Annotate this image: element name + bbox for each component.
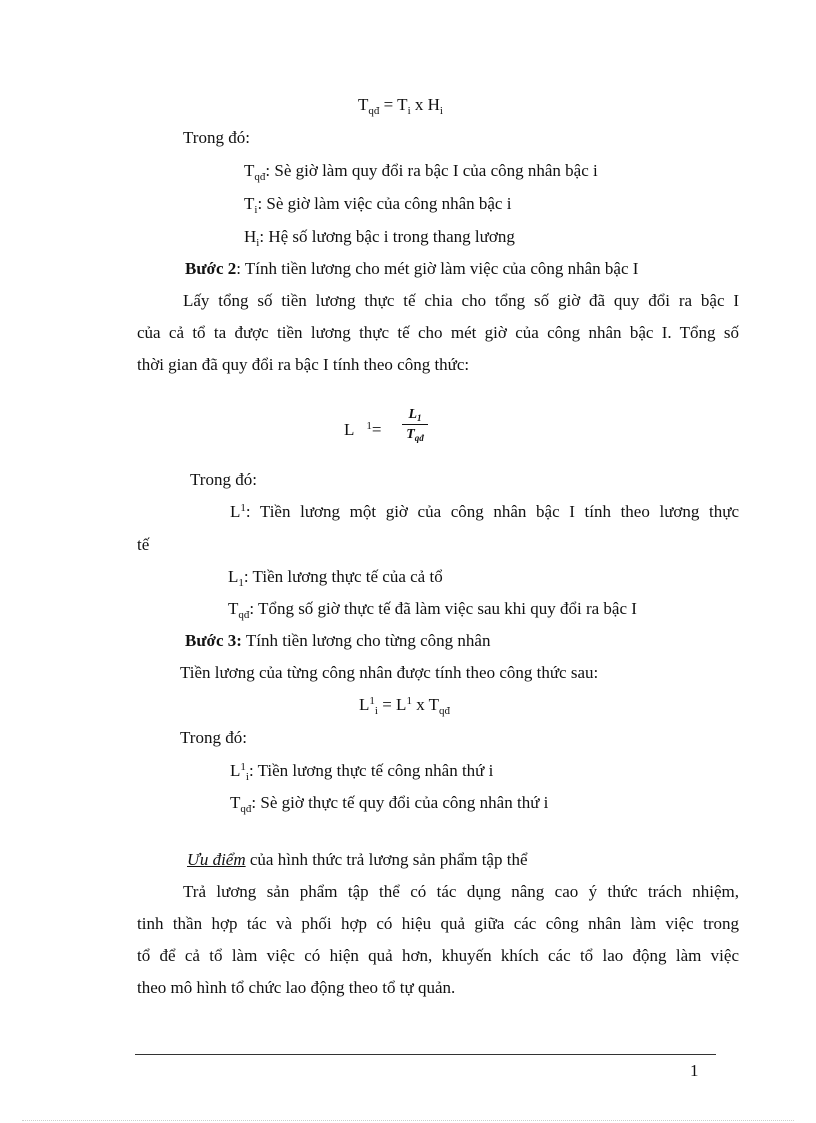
page-edge-divider xyxy=(22,1120,794,1121)
formula-l1-lhs: L $^1$= xyxy=(344,420,382,439)
formula-l1i: $L^1_i = L^1$ x $T_{qđ}$ xyxy=(359,695,451,717)
formula-tqd: $T_{qđ} = T_i$ x $H_i$ xyxy=(358,95,443,117)
trong-do-label: Trong đó: xyxy=(183,128,250,147)
definition-l1: $L^1$: Tiền lương một giờ của công nhân bậc I tính theo lương thực xyxy=(230,502,739,521)
paragraph-line: theo mô hình tổ chức lao động theo tổ tự quản. xyxy=(137,978,456,997)
trong-do-label: Trong đó: xyxy=(180,728,247,747)
trong-do-label: Trong đó: xyxy=(190,470,257,489)
definition-tqd-worker: $T_{qđ}$: Sè giờ thực tế quy đổi của công nhân thứ i xyxy=(230,793,549,815)
definition-hi: $H_i$: Hệ số lương bậc i trong thang lương xyxy=(244,227,515,249)
step-3-heading: Bước 3: Tính tiền lương cho từng công nhân xyxy=(185,631,491,650)
definition-l1i: $L^1_i$: Tiền lương thực tế công nhân thứ i xyxy=(230,761,494,783)
paragraph-line: Tiền lương của từng công nhân được tính theo công thức sau: xyxy=(180,663,599,682)
paragraph-line: thời gian đã quy đổi ra bậc I tính theo công thức: xyxy=(137,355,470,374)
page-number: 1 xyxy=(690,1061,699,1080)
fraction-denominator: $T_{qđ}$ xyxy=(406,427,424,443)
paragraph-line: Lấy tổng số tiền lương thực tế chia cho tổng số giờ đã quy đổi ra bậc I xyxy=(183,291,739,310)
step-2-heading: Bước 2: Tính tiền lương cho mét giờ làm việc của công nhân bậc I xyxy=(185,259,639,278)
paragraph-line: tinh thần hợp tác và phối hợp có hiệu quả giữa các công nhân làm việc trong xyxy=(137,914,739,933)
paragraph-line: tổ để cả tổ làm việc có hiện quả hơn, khuyến khích các tổ lao động làm việc xyxy=(137,946,739,965)
paragraph-line: Trả lương sản phẩm tập thể có tác dụng nâng cao ý thức trách nhiệm, xyxy=(183,882,739,901)
definition-tqd-total: $T_{qđ}$: Tổng số giờ thực tế đã làm việc sau khi quy đổi ra bậc I xyxy=(228,599,637,621)
definition-l1-continued: tế xyxy=(137,535,150,554)
advantages-heading: Ưu điểm của hình thức trả lương sản phẩm tập thể xyxy=(187,850,528,869)
definition-tqd: $T_{qđ}$: Sè giờ làm quy đổi ra bậc I của công nhân bậc i xyxy=(244,161,598,183)
paragraph-line: của cả tổ ta được tiền lương thực tế cho mét giờ của công nhân bậc I. Tổng số xyxy=(137,323,739,342)
fraction-numerator: $L_1$ xyxy=(408,407,422,423)
definition-l1-total: $L_1$: Tiền lương thực tế của cả tổ xyxy=(228,567,443,589)
formula-fraction xyxy=(400,408,430,442)
footer-rule xyxy=(135,1054,716,1055)
definition-ti: $T_i$: Sè giờ làm việc của công nhân bậc i xyxy=(244,194,512,216)
